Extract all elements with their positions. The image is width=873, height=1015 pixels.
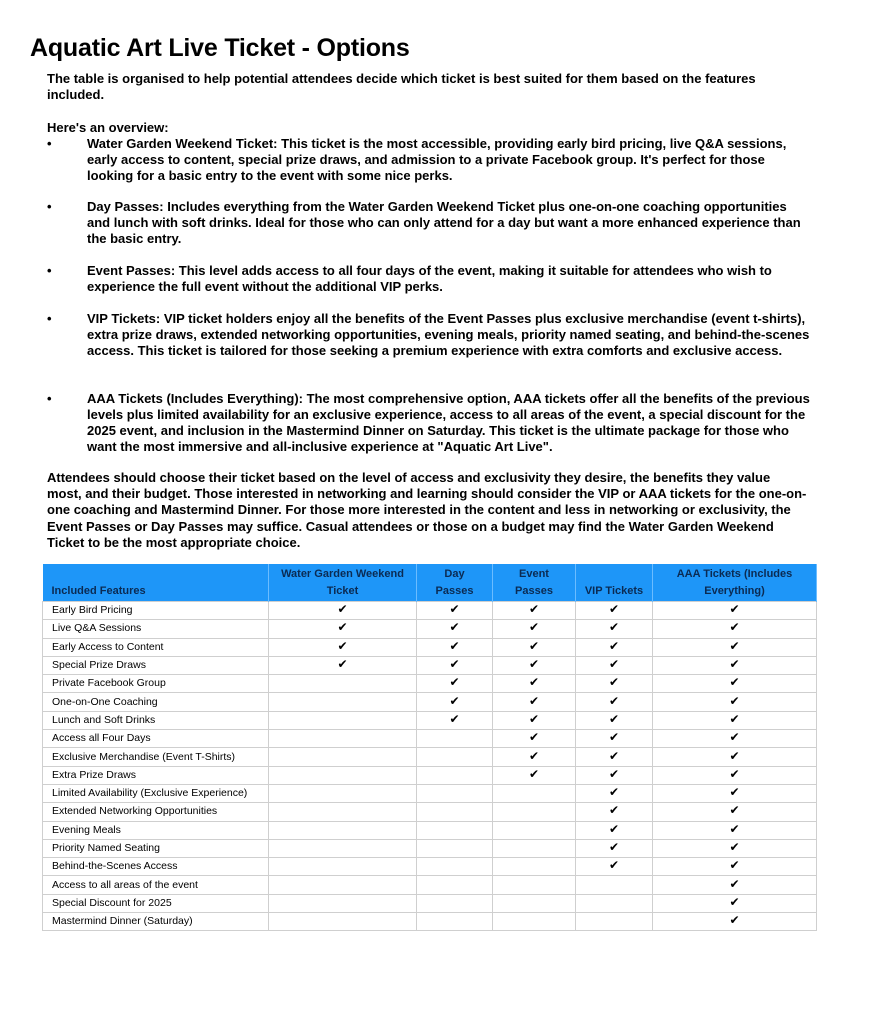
feature-name-cell: Access all Four Days — [43, 730, 269, 748]
check-cell — [417, 858, 493, 876]
checkmark-icon: ✔ — [729, 785, 740, 800]
check-cell — [417, 638, 493, 656]
checkmark-icon: ✔ — [528, 620, 540, 635]
check-cell — [576, 730, 653, 748]
check-cell — [653, 711, 817, 729]
table-row — [43, 675, 817, 693]
check-cell — [269, 638, 417, 656]
feature-name-cell: One-on-One Coaching — [43, 693, 269, 711]
check-cell — [653, 620, 817, 638]
table-row — [43, 693, 817, 711]
checkmark-icon: ✔ — [729, 766, 740, 781]
check-cell — [493, 876, 576, 894]
check-cell — [493, 803, 576, 821]
check-cell — [269, 693, 417, 711]
check-cell — [576, 766, 653, 784]
header-day-passes — [417, 564, 493, 602]
feature-name-cell: Priority Named Seating — [43, 839, 269, 857]
bullet-text: Day Passes: Includes everything from the Water Garden Weekend Ticket plus one-on-one coaching opportunities and lunch with soft drinks. Ideal for those who can only attend for a day but want a more enhanced experience than the basic entry. — [87, 199, 801, 246]
check-cell — [417, 839, 493, 857]
check-cell — [269, 858, 417, 876]
check-cell — [653, 730, 817, 748]
table-row — [43, 711, 817, 729]
table-body — [43, 602, 817, 931]
header-included-features — [43, 564, 269, 602]
check-cell — [493, 839, 576, 857]
check-cell — [576, 675, 653, 693]
check-cell — [269, 730, 417, 748]
bullet-text: Event Passes: This level adds access to all four days of the event, making it suitable for attendees who wish to experience the full event without the additional VIP perks. — [87, 263, 772, 294]
feature-name-cell: Extended Networking Opportunities — [43, 803, 269, 821]
header-line-1 — [52, 566, 267, 583]
checkmark-icon: ✔ — [449, 602, 460, 617]
feature-name-cell: Special Prize Draws — [43, 656, 269, 674]
check-cell — [493, 913, 576, 931]
checkmark-icon: ✔ — [449, 675, 460, 690]
check-cell — [576, 913, 653, 931]
checkmark-icon: ✔ — [608, 858, 620, 873]
checkmark-icon: ✔ — [608, 657, 620, 672]
check-cell — [417, 693, 493, 711]
checkmark-icon: ✔ — [729, 730, 740, 745]
checkmark-icon: ✔ — [528, 638, 540, 653]
checkmark-icon: ✔ — [608, 602, 620, 617]
check-cell — [653, 748, 817, 766]
check-cell — [653, 821, 817, 839]
check-cell — [269, 839, 417, 857]
check-cell — [417, 602, 493, 620]
check-cell — [576, 638, 653, 656]
header-line-1 — [578, 566, 650, 583]
ticket-features-table — [42, 564, 817, 931]
check-cell — [493, 693, 576, 711]
check-cell — [493, 766, 576, 784]
check-cell — [269, 620, 417, 638]
check-cell — [653, 894, 817, 912]
header-line-2: Everything) — [704, 585, 765, 597]
check-cell — [576, 748, 653, 766]
feature-name-cell: Extra Prize Draws — [43, 766, 269, 784]
check-cell — [653, 876, 817, 894]
checkmark-icon: ✔ — [449, 657, 460, 672]
feature-name-cell: Lunch and Soft Drinks — [43, 711, 269, 729]
feature-name-cell: Live Q&A Sessions — [43, 620, 269, 638]
header-line-1: Water Garden Weekend — [281, 568, 404, 580]
checkmark-icon: ✔ — [337, 638, 348, 653]
table-row — [43, 913, 817, 931]
table-header-row — [43, 564, 817, 602]
check-cell — [576, 803, 653, 821]
check-cell — [417, 821, 493, 839]
checkmark-icon: ✔ — [528, 748, 540, 763]
header-line-1: Event — [519, 568, 549, 580]
check-cell — [653, 693, 817, 711]
check-cell — [417, 803, 493, 821]
table-row — [43, 620, 817, 638]
check-cell — [576, 858, 653, 876]
checkmark-icon: ✔ — [337, 657, 348, 672]
header-line-1: AAA Tickets (Includes — [676, 568, 793, 580]
check-cell — [269, 602, 417, 620]
feature-name-cell: Early Access to Content — [43, 638, 269, 656]
checkmark-icon: ✔ — [449, 638, 460, 653]
feature-name-cell: Evening Meals — [43, 821, 269, 839]
intro-paragraph: The table is organised to help potential attendees decide which ticket is best suited for them based on the features included. — [47, 71, 756, 102]
check-cell — [493, 602, 576, 620]
table-row — [43, 748, 817, 766]
bullet-text: Water Garden Weekend Ticket: This ticket is the most accessible, providing early bird pricing, live Q&A sessions, early access to content, special prize draws, and admission to a private Facebook group. It's perfect for those looking for a basic entry to the event with some nice perks. — [87, 136, 787, 183]
checkmark-icon: ✔ — [608, 730, 620, 745]
check-cell — [576, 693, 653, 711]
table-row — [43, 803, 817, 821]
bullet-marker: • — [47, 391, 52, 406]
table-row — [43, 784, 817, 802]
header-vip-tickets — [576, 564, 653, 602]
feature-name-cell: Special Discount for 2025 — [43, 894, 269, 912]
check-cell — [653, 913, 817, 931]
check-cell — [417, 876, 493, 894]
check-cell — [269, 894, 417, 912]
checkmark-icon: ✔ — [528, 730, 540, 745]
check-cell — [269, 748, 417, 766]
check-cell — [493, 675, 576, 693]
check-cell — [417, 766, 493, 784]
check-cell — [576, 894, 653, 912]
check-cell — [269, 784, 417, 802]
checkmark-icon: ✔ — [729, 840, 740, 854]
checkmark-icon: ✔ — [608, 711, 620, 726]
check-cell — [653, 858, 817, 876]
checkmark-icon: ✔ — [608, 785, 620, 800]
table-row — [43, 638, 817, 656]
checkmark-icon: ✔ — [729, 693, 740, 708]
check-cell — [493, 784, 576, 802]
checkmark-icon: ✔ — [608, 675, 620, 690]
check-cell — [269, 876, 417, 894]
header-water-garden-weekend — [269, 564, 417, 602]
table-row — [43, 858, 817, 876]
checkmark-icon: ✔ — [608, 766, 620, 781]
check-cell — [493, 620, 576, 638]
bullet-marker: • — [47, 199, 52, 214]
page-title: Aquatic Art Live Ticket - Options — [30, 34, 410, 62]
table-row — [43, 602, 817, 620]
checkmark-icon: ✔ — [608, 748, 620, 763]
checkmark-icon: ✔ — [528, 693, 540, 708]
checkmark-icon: ✔ — [608, 840, 620, 854]
check-cell — [417, 784, 493, 802]
check-cell — [269, 711, 417, 729]
bullet-marker: • — [47, 263, 52, 278]
check-cell — [653, 766, 817, 784]
check-cell — [269, 766, 417, 784]
bullet-text: VIP Tickets: VIP ticket holders enjoy all the benefits of the Event Passes plus exclusive merchandise (event t-shirts), extra prize draws, extended networking opportunities, evening meals, priority named seating, and behind-the-scenes access. This ticket is tailored for those seeking a premium experience with extra comforts and exclusive access. — [87, 311, 810, 358]
checkmark-icon: ✔ — [528, 766, 540, 781]
check-cell — [417, 675, 493, 693]
checkmark-icon: ✔ — [608, 638, 620, 653]
checkmark-icon: ✔ — [337, 620, 348, 635]
checkmark-icon: ✔ — [729, 620, 740, 635]
check-cell — [417, 748, 493, 766]
bullet-marker: • — [47, 311, 52, 326]
closing-paragraph: Attendees should choose their ticket based on the level of access and exclusivity they desire, the benefits they value most, and their budget. Those interested in networking and learning should consider the VIP or AAA tickets for the one-on-one coaching and Mastermind Dinner. For those more interested in the content and less in networking or exclusivity, the Event Passes or Day Passes may suffice. Casual attendees or those on a budget may find the Water Garden Weekend Ticket to be the most appropriate choice. — [47, 470, 807, 550]
check-cell — [417, 711, 493, 729]
table-row — [43, 894, 817, 912]
checkmark-icon: ✔ — [729, 602, 740, 617]
checkmark-icon: ✔ — [528, 657, 540, 672]
header-line-2: Passes — [515, 585, 553, 597]
check-cell — [653, 602, 817, 620]
checkmark-icon: ✔ — [729, 876, 740, 891]
checkmark-icon: ✔ — [608, 693, 620, 708]
bullet-text: AAA Tickets (Includes Everything): The most comprehensive option, AAA tickets offer all the benefits of the previous levels plus limited availability for an exclusive experience, access to all areas of the event, a special discount for the 2025 event, and inclusion in the Mastermind Dinner on Saturday. This ticket is the ultimate package for those who want the most immersive and all-inclusive experience at "Aquatic Art Live". — [87, 391, 810, 454]
feature-name-cell: Early Bird Pricing — [43, 602, 269, 620]
check-cell — [269, 803, 417, 821]
check-cell — [269, 656, 417, 674]
checkmark-icon: ✔ — [729, 821, 740, 836]
check-cell — [653, 784, 817, 802]
checkmark-icon: ✔ — [449, 693, 460, 708]
header-line-1: Day — [444, 568, 465, 580]
table-row — [43, 766, 817, 784]
checkmark-icon: ✔ — [729, 803, 740, 818]
checkmark-icon: ✔ — [729, 675, 740, 690]
check-cell — [417, 730, 493, 748]
feature-name-cell: Limited Availability (Exclusive Experience) — [43, 784, 269, 802]
check-cell — [653, 675, 817, 693]
checkmark-icon: ✔ — [528, 675, 540, 690]
checkmark-icon: ✔ — [608, 803, 620, 818]
header-line-2: Ticket — [326, 585, 359, 597]
check-cell — [493, 858, 576, 876]
check-cell — [653, 839, 817, 857]
check-cell — [576, 876, 653, 894]
checkmark-icon: ✔ — [729, 657, 740, 672]
check-cell — [269, 821, 417, 839]
checkmark-icon: ✔ — [608, 821, 620, 836]
check-cell — [493, 894, 576, 912]
checkmark-icon: ✔ — [729, 748, 740, 763]
checkmark-icon: ✔ — [528, 602, 540, 617]
check-cell — [417, 620, 493, 638]
table-row — [43, 821, 817, 839]
check-cell — [576, 602, 653, 620]
check-cell — [653, 638, 817, 656]
check-cell — [576, 656, 653, 674]
check-cell — [576, 711, 653, 729]
check-cell — [269, 913, 417, 931]
check-cell — [493, 638, 576, 656]
feature-name-cell: Mastermind Dinner (Saturday) — [43, 913, 269, 931]
check-cell — [493, 821, 576, 839]
check-cell — [417, 913, 493, 931]
checkmark-icon: ✔ — [449, 620, 460, 635]
header-line-2: Passes — [435, 585, 474, 597]
table-row — [43, 839, 817, 857]
check-cell — [417, 894, 493, 912]
checkmark-icon: ✔ — [528, 711, 540, 726]
checkmark-icon: ✔ — [729, 913, 740, 928]
feature-name-cell: Private Facebook Group — [43, 675, 269, 693]
table-row — [43, 656, 817, 674]
check-cell — [576, 839, 653, 857]
check-cell — [653, 803, 817, 821]
feature-name-cell: Exclusive Merchandise (Event T-Shirts) — [43, 748, 269, 766]
check-cell — [576, 620, 653, 638]
check-cell — [576, 784, 653, 802]
feature-name-cell: Access to all areas of the event — [43, 876, 269, 894]
check-cell — [653, 656, 817, 674]
check-cell — [269, 675, 417, 693]
check-cell — [493, 730, 576, 748]
checkmark-icon: ✔ — [729, 638, 740, 653]
bullet-marker: • — [47, 136, 52, 151]
checkmark-icon: ✔ — [449, 711, 460, 726]
header-aaa-tickets — [653, 564, 817, 602]
header-line-2: Included Features — [51, 585, 146, 597]
checkmark-icon: ✔ — [608, 620, 620, 635]
table-row — [43, 876, 817, 894]
check-cell — [493, 656, 576, 674]
checkmark-icon: ✔ — [729, 858, 740, 873]
check-cell — [576, 821, 653, 839]
check-cell — [493, 748, 576, 766]
header-line-2: VIP Tickets — [584, 585, 644, 597]
check-cell — [493, 711, 576, 729]
check-cell — [417, 656, 493, 674]
checkmark-icon: ✔ — [729, 894, 740, 909]
checkmark-icon: ✔ — [729, 711, 740, 726]
feature-name-cell: Behind-the-Scenes Access — [43, 858, 269, 876]
checkmark-icon: ✔ — [337, 602, 348, 617]
table-row — [43, 730, 817, 748]
overview-heading: Here's an overview: — [47, 120, 169, 135]
header-event-passes — [493, 564, 576, 602]
